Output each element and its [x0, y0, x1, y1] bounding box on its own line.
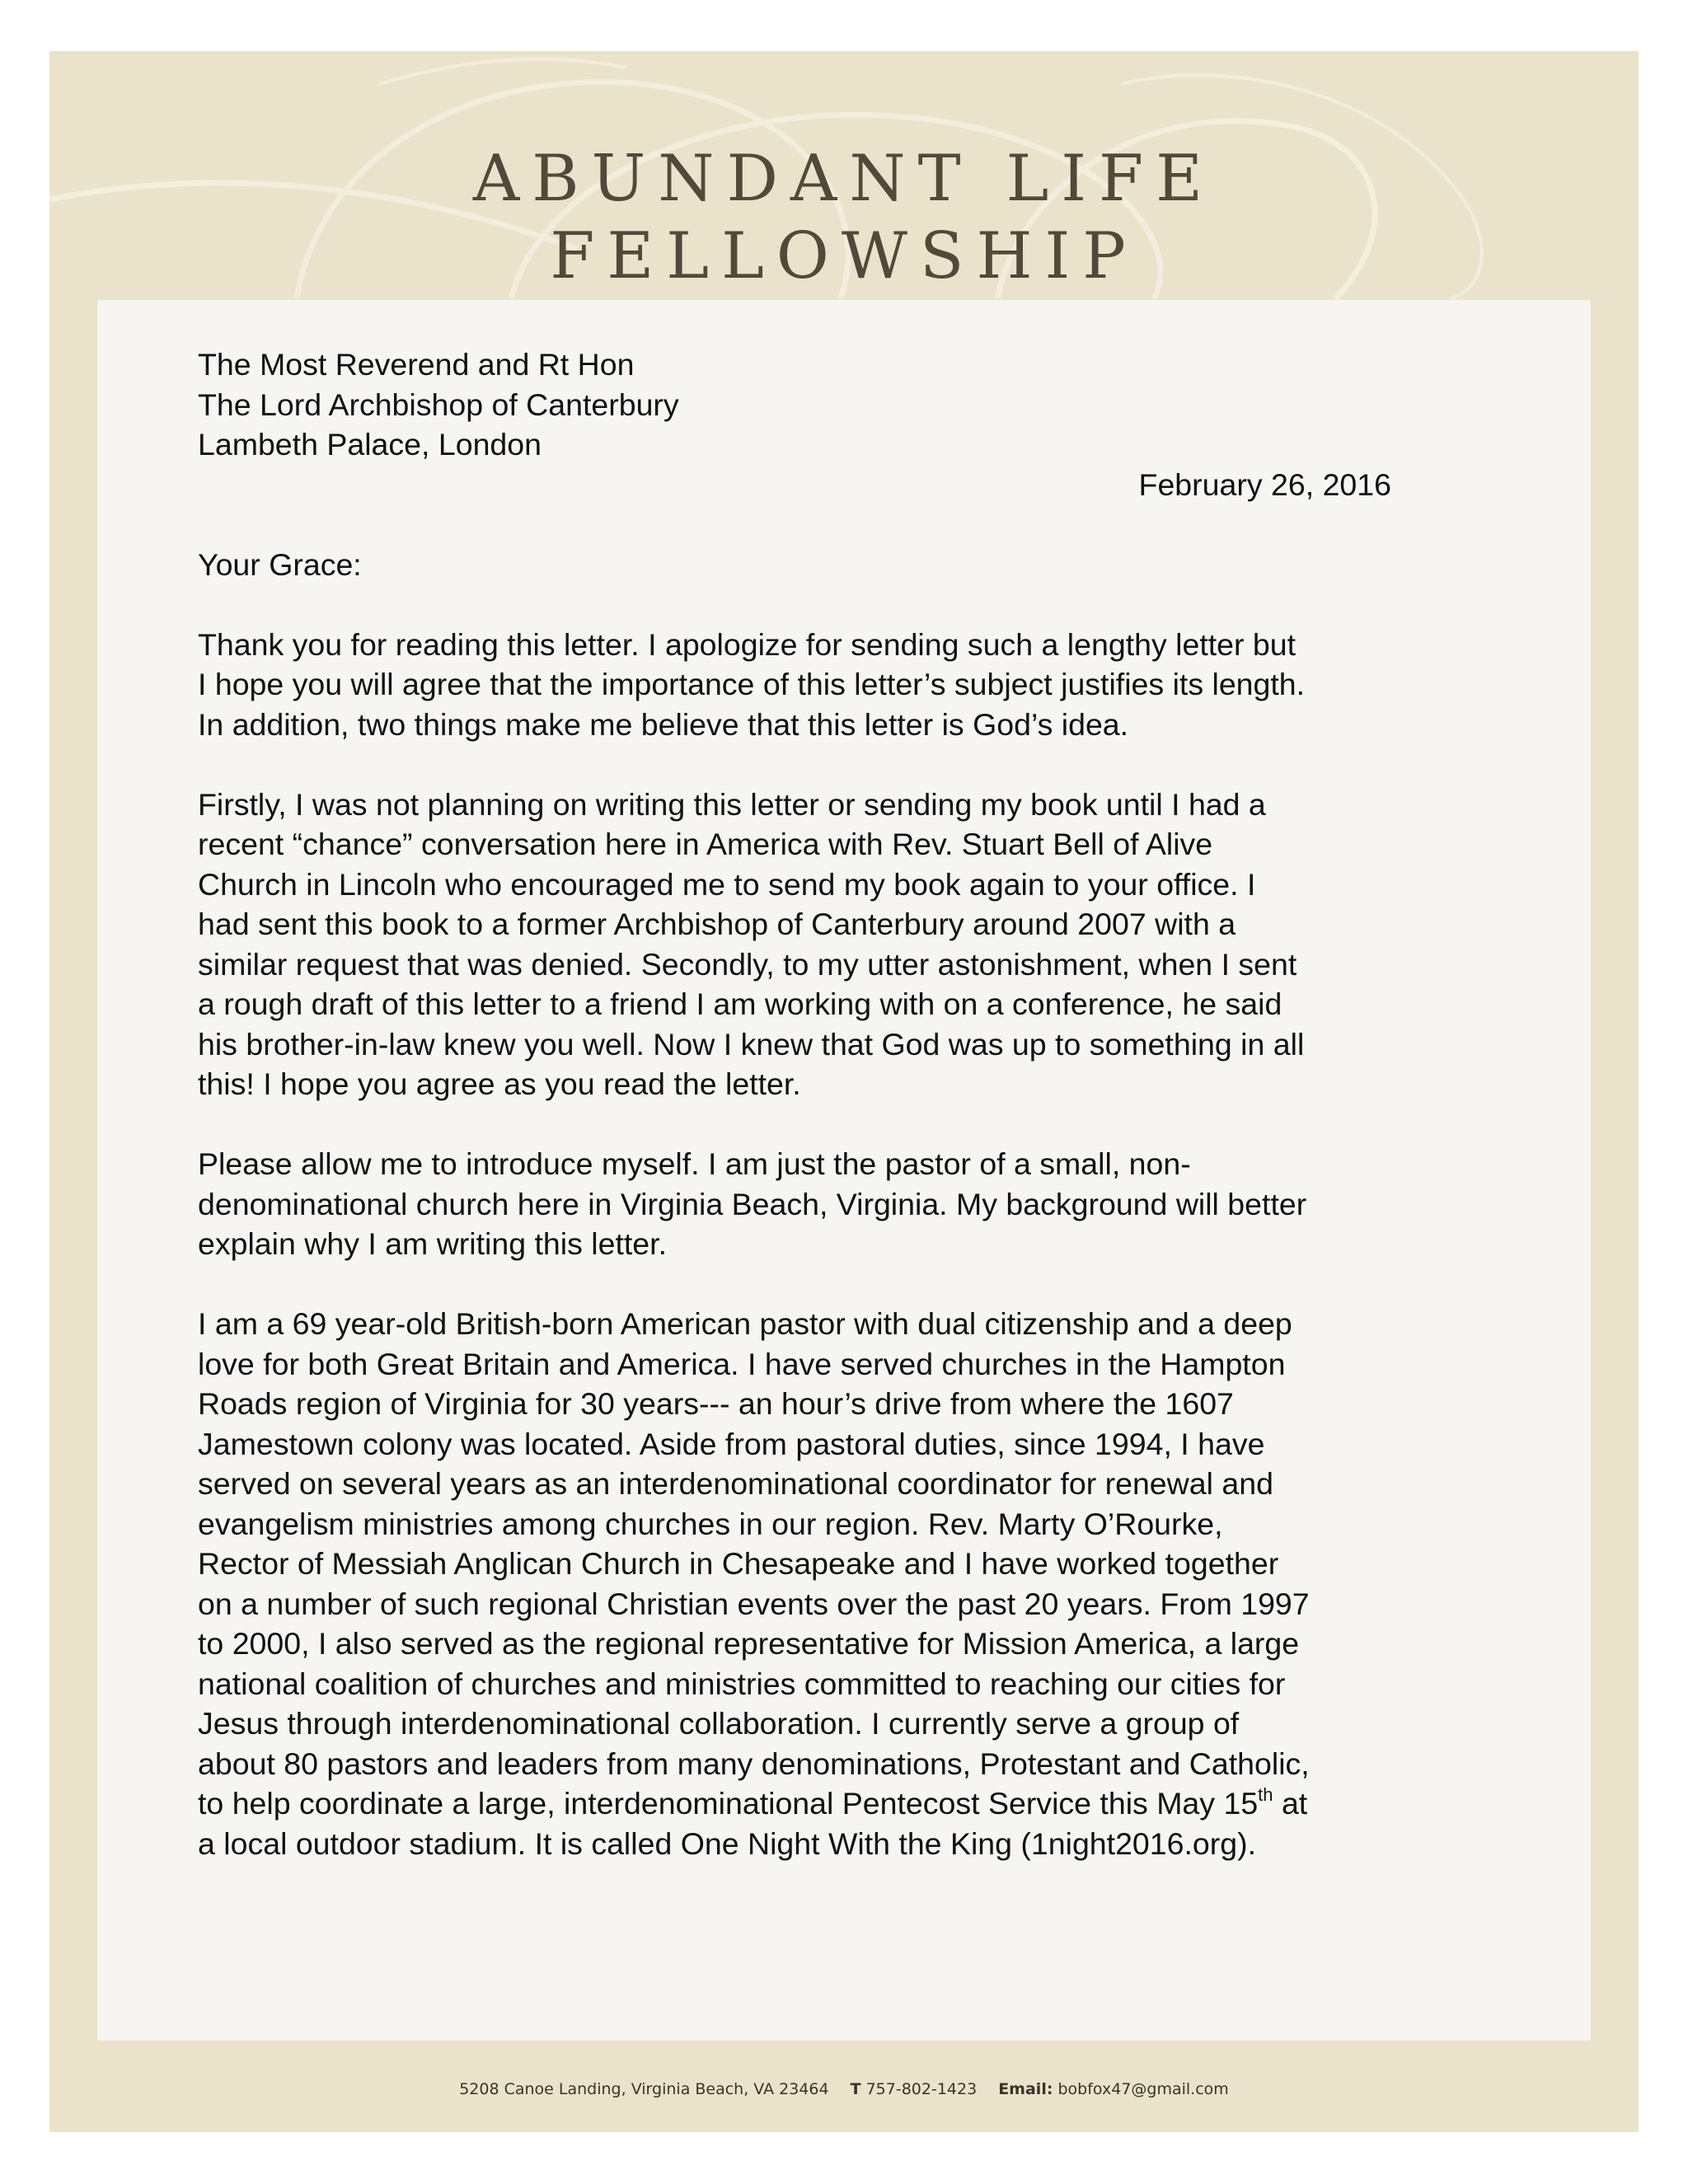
text-line: In addition, two things make me believe that this letter is God’s idea.	[198, 706, 1129, 742]
email-label: Email:	[998, 2080, 1053, 2098]
text-line: had sent this book to a former Archbishop of Canterbury around 2007 with a	[198, 907, 1236, 941]
letterhead-title	[49, 140, 1639, 295]
text-line: a local outdoor stadium. It is called One Night With the King (1night2016.org).	[198, 1825, 1257, 1861]
paragraph-intro	[198, 625, 1484, 745]
text-line: Rector of Messiah Anglican Church in Chesapeake and I have worked together	[198, 1546, 1279, 1581]
text-line: Church in Lincoln who encouraged me to send my book again to your office. I	[198, 866, 1256, 902]
text-fragment: at	[1273, 1786, 1308, 1821]
footer-address: 5208 Canoe Landing, Virginia Beach, VA 23464	[459, 2080, 829, 2098]
text-line: I am a 69 year-old British-born American pastor with dual citizenship and a deep	[198, 1306, 1292, 1341]
text-line: this! I hope you agree as you read the letter.	[198, 1066, 801, 1101]
letterhead-footer	[49, 2080, 1639, 2098]
text-line: to 2000, I also served as the regional representative for Mission America, a large	[198, 1626, 1300, 1661]
text-line	[198, 1783, 1484, 1824]
text-line: on a number of such regional Christian events over the past 20 years. From 1997	[198, 1586, 1310, 1621]
phone-label: T	[850, 2080, 861, 2098]
text-line: national coalition of churches and ministries committed to reaching our cities for	[198, 1666, 1286, 1701]
text-line: evangelism ministries among churches in our region. Rev. Marty O’Rourke,	[198, 1506, 1223, 1541]
text-fragment: to help coordinate a large, interdenominational Pentecost Service this May 15	[198, 1786, 1259, 1821]
letterhead-title-line2: FELLOWSHIP	[550, 219, 1138, 293]
footer-phone: 757-802-1423	[865, 2080, 978, 2098]
paragraph-background	[198, 1304, 1484, 1863]
text-line: his brother-in-law knew you well. Now I knew that God was up to something in all	[198, 1026, 1305, 1062]
address-line: The Most Reverend and Rt Hon	[198, 347, 635, 382]
text-line: Please allow me to introduce myself. I am just the pastor of a small, non-	[198, 1146, 1191, 1181]
address-line: Lambeth Palace, London	[198, 427, 542, 462]
paragraph-reasons	[198, 785, 1484, 1104]
text-line: served on several years as an interdenominational coordinator for renewal and	[198, 1466, 1273, 1501]
paragraph-introduction	[198, 1144, 1484, 1264]
footer-email: bobfox47@gmail.com	[1057, 2080, 1229, 2098]
text-line: denominational church here in Virginia Beach, Virginia. My background will better	[198, 1186, 1307, 1221]
text-line: I hope you will agree that the importance of this letter’s subject justifies its length.	[198, 667, 1306, 701]
text-line: recent “chance” conversation here in America with Rev. Stuart Bell of Alive	[198, 827, 1213, 861]
salutation: Your Grace:	[198, 546, 362, 582]
letter-date: February 26, 2016	[1138, 466, 1391, 502]
text-line: similar request that was denied. Secondly, to my utter astonishment, when I sent	[198, 946, 1297, 982]
text-line: Thank you for reading this letter. I apologize for sending such a lengthy letter but	[198, 626, 1296, 662]
letter-body	[198, 344, 1484, 1863]
recipient-address	[198, 344, 1484, 465]
ordinal-suffix: th	[1258, 1784, 1273, 1805]
text-line: Jamestown colony was located. Aside from pastoral duties, since 1994, I have	[198, 1426, 1265, 1461]
text-line: about 80 pastors and leaders from many denominations, Protestant and Catholic,	[198, 1746, 1310, 1781]
text-line: Roads region of Virginia for 30 years--- an hour’s drive from where the 1607	[198, 1386, 1234, 1421]
text-line: explain why I am writing this letter.	[198, 1226, 667, 1261]
text-line: a rough draft of this letter to a friend I am working with on a conference, he said	[198, 987, 1282, 1021]
address-line: The Lord Archbishop of Canterbury	[198, 387, 679, 422]
text-line: Firstly, I was not planning on writing this letter or sending my book until I had a	[198, 786, 1266, 822]
text-line: Jesus through interdenominational collaboration. I currently serve a group of	[198, 1706, 1240, 1741]
letterhead-title-line1: ABUNDANT LIFE	[472, 142, 1216, 216]
text-line: love for both Great Britain and America. I have served churches in the Hampton	[198, 1346, 1286, 1381]
